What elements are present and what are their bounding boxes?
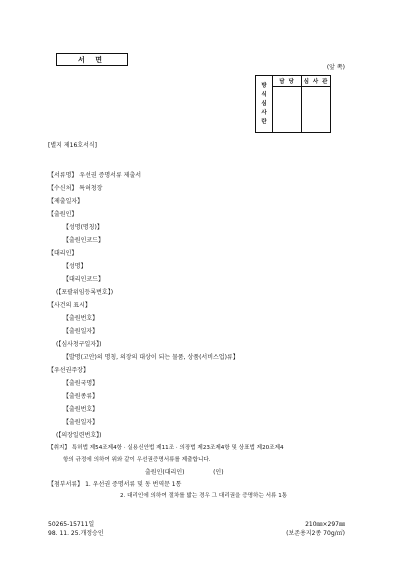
field-purpose: 【취지】 특허법 제54조제4항 · 실용신안법 제11조 · 의장법 제23조제4항 및 상표법 제20조제4 [48,445,284,451]
approval-table [255,75,331,133]
field-priority-type: 【출원종류】 [63,393,99,400]
field-case-indication: 【사건의 표시】 [48,302,91,309]
field-submit-date: 【제출일자】 [48,198,84,205]
field-application-number: 【출원번호】 [63,315,99,322]
field-applicant-code: 【출원인코드】 [63,237,104,244]
approval-stamp-examiner [302,87,331,133]
field-attachments: 【첨부서류】 1. 우선권 증명서류 및 동 번역문 1통 [48,481,182,488]
approval-col-staff: 담 당 [273,76,302,87]
field-priority-claim: 【우선권주장】 [48,367,89,374]
field-priority-country: 【출원국명】 [63,380,99,387]
field-application-date: 【출원일자】 [63,328,99,335]
field-document-name: 【서류명】 우선권 증명서류 제출서 [48,172,142,179]
page-side-label: (앞 쪽) [326,64,345,71]
field-agent-name: 【성명】 [63,263,87,270]
form-number: [별지 제16호서식] [48,142,97,149]
form-code: 50265-15711일 [48,521,95,528]
document-title: 서 면 [56,53,128,66]
revision-date: 98. 11. 25.개정승인 [48,530,104,537]
field-exam-request-date: (【심사청구일자】) [56,341,102,348]
approval-col-examiner: 심 사 관 [302,76,331,87]
field-purpose-cont: 항의 규정에 의하여 위와 같이 우선권증명서류를 제출합니다. [63,457,211,463]
field-agent-code: 【대리인코드】 [63,276,104,283]
field-agent: 【대리인】 [48,250,78,257]
field-applicant: 【출원인】 [48,211,78,218]
approval-stamp-staff [273,87,302,133]
field-signature: 출원인(대리인) (인) [145,469,224,476]
field-applicant-name: 【성명(명칭)】 [63,224,103,231]
field-recipient: 【수신처】 특허청장 [48,185,103,192]
field-power-of-attorney: (【포괄위임등록번호】) [56,289,114,296]
field-attachments-2: 2. 대리인에 의하여 절차를 밟는 경우 그 대리권을 증명하는 서류 1통 [120,493,288,499]
field-design-serial: (【의장일련번호】) [56,432,102,439]
approval-label [256,76,273,133]
paper-size: 210㎜×297㎜ [305,521,345,528]
approval-label-text: 방식심사란 [261,82,267,125]
paper-spec: (보존용지2종 70g/㎡) [286,530,345,537]
field-invention-title: 【발명(고안)의 명칭, 의장의 대상이 되는 물품, 상품(서비스업)류】 [63,354,239,361]
field-priority-number: 【출원번호】 [63,406,99,413]
field-priority-date: 【출원일자】 [63,419,99,426]
